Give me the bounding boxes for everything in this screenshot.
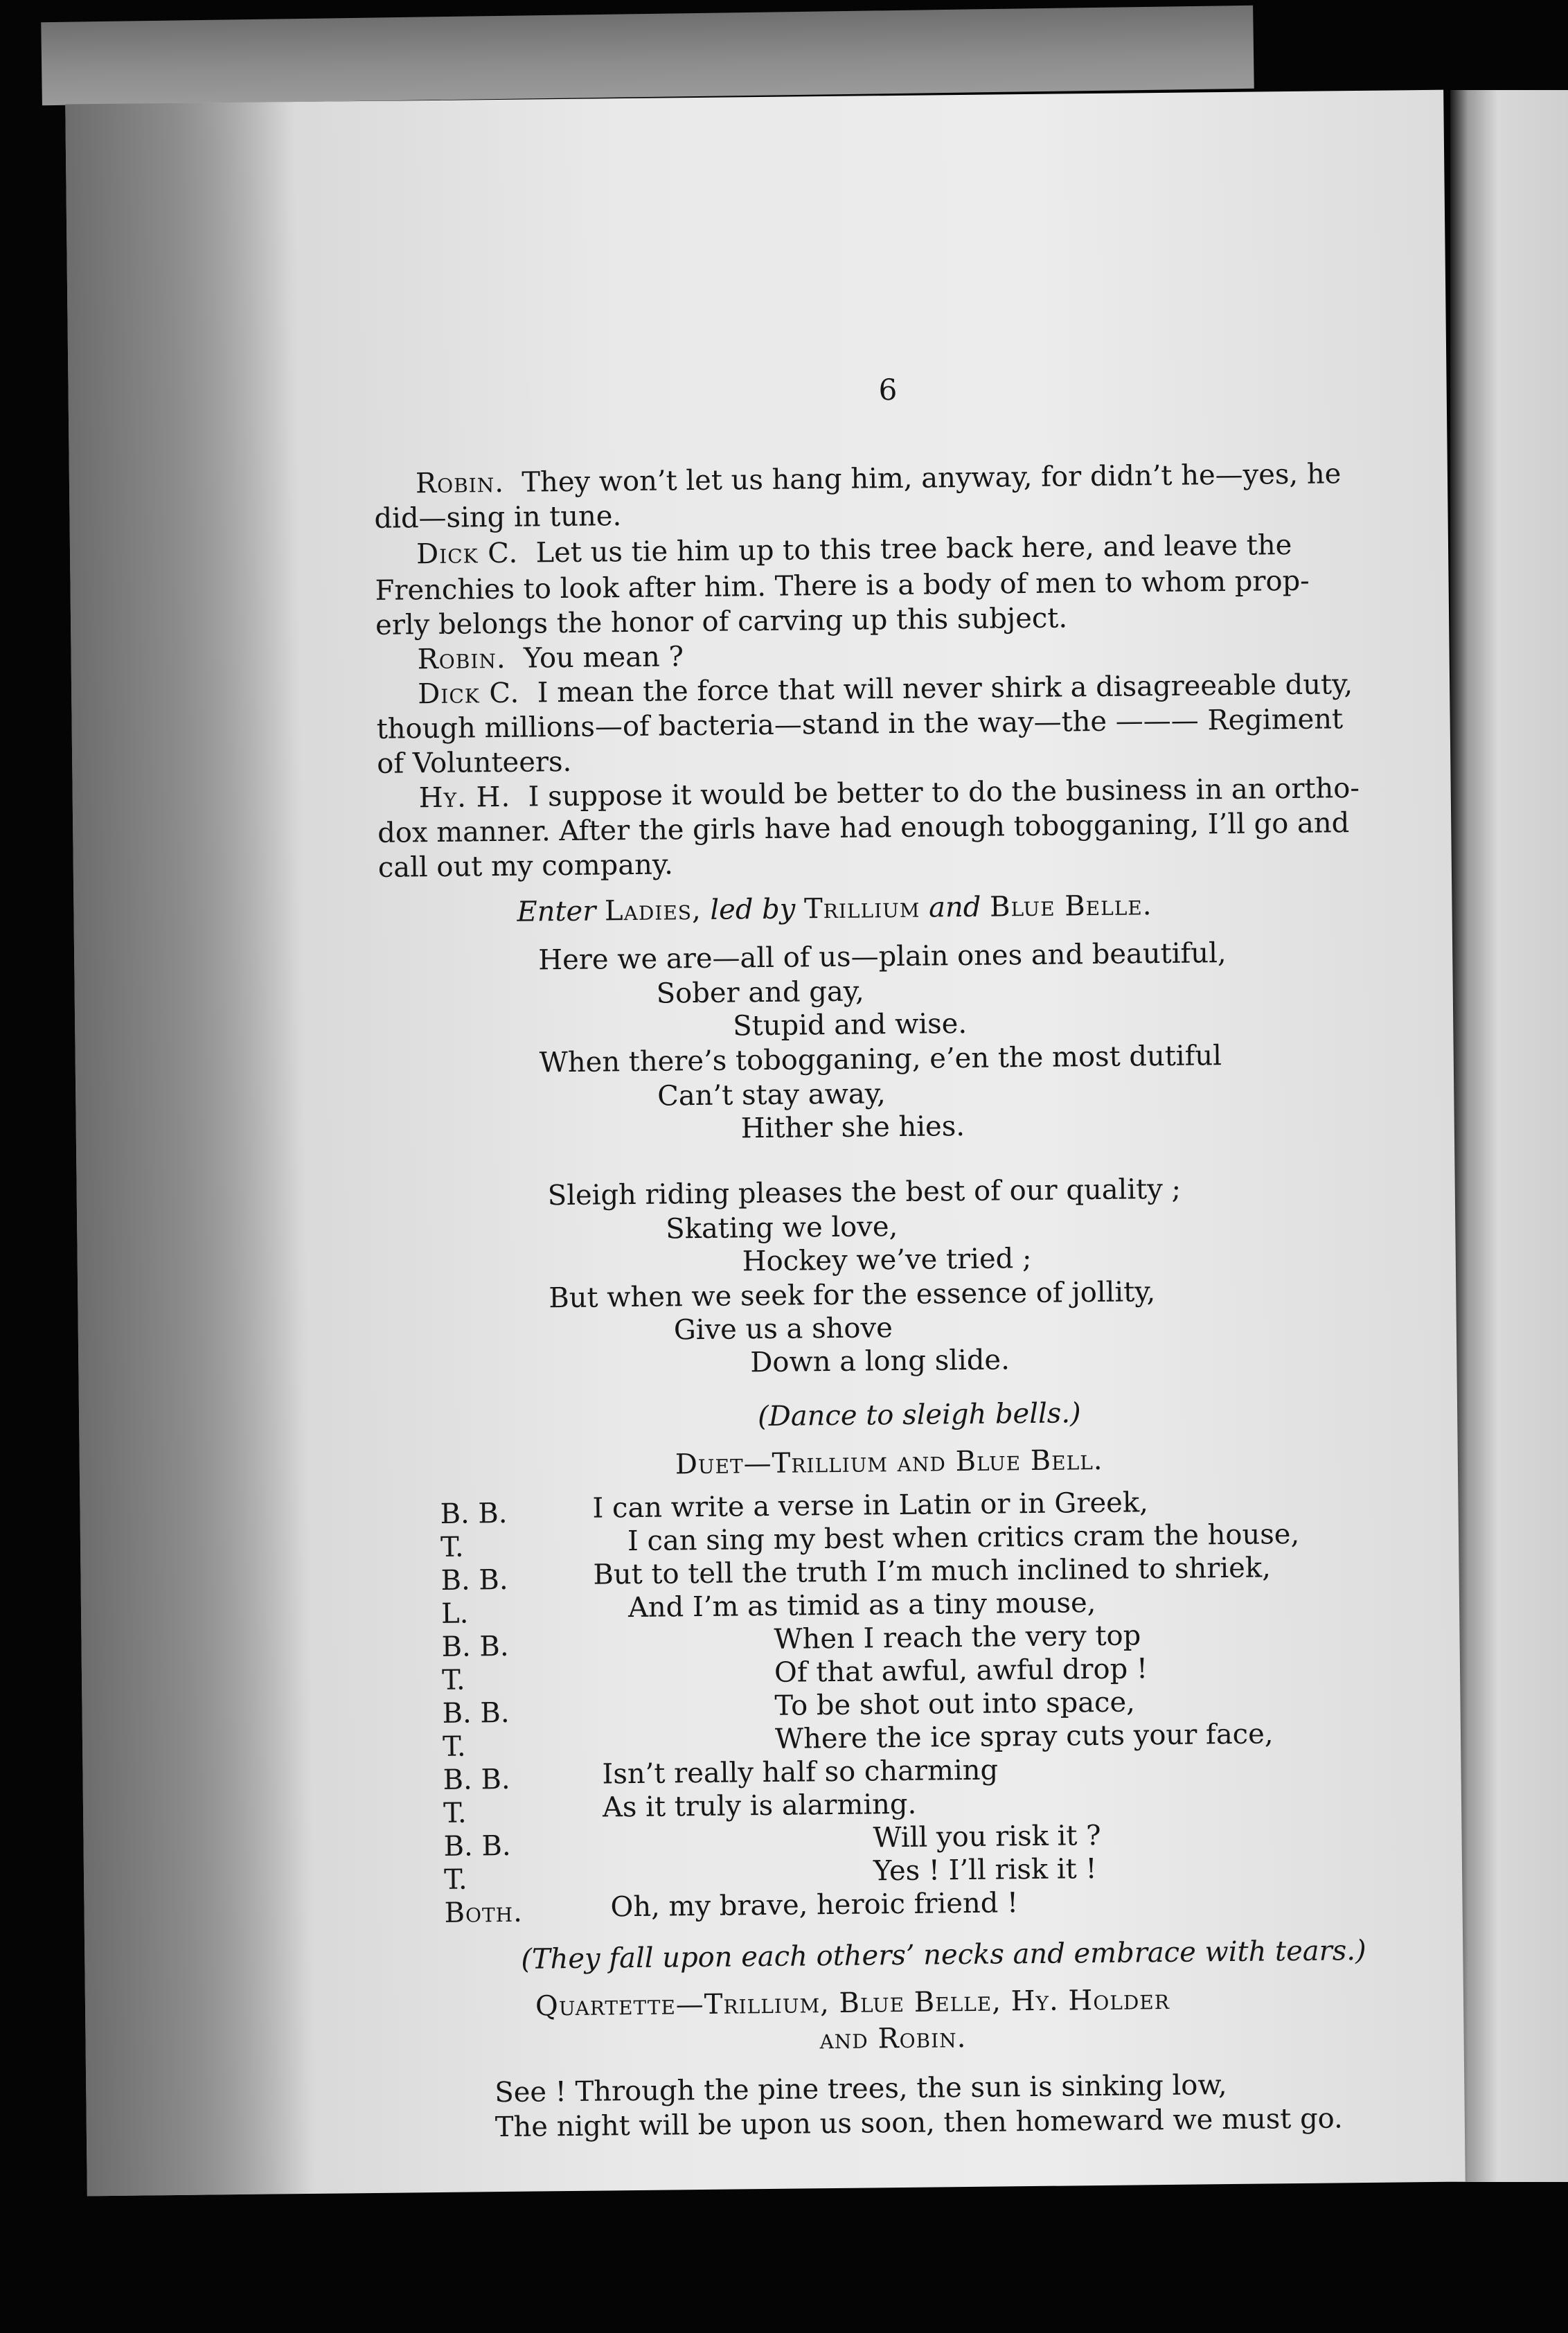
duet-speaker: B. B. <box>442 1696 510 1730</box>
duet-speaker: B. B. <box>443 1829 511 1863</box>
verse-line: Down a long slide. <box>750 1344 1010 1379</box>
duet-line: Of that awful, awful drop ! <box>774 1653 1148 1689</box>
led-by-words: led by <box>710 893 796 926</box>
duet-line: When I reach the very top <box>774 1620 1141 1656</box>
dialogue-line <box>417 641 684 675</box>
verse-line: Stupid and wise. <box>732 1007 968 1043</box>
dialogue-text: Frenchies to look after him. There is a body of men to whom prop- <box>375 565 1310 607</box>
dialogue-text: I suppose it would be better to do the business in an ortho- <box>528 772 1360 813</box>
verse-line: But when we seek for the essence of jollity, <box>549 1276 1156 1315</box>
dialogue-line <box>375 565 1310 607</box>
duet-speaker: B. B. <box>441 1630 509 1663</box>
duet-speaker: T. <box>440 1531 464 1563</box>
quartette-heading-continued: and Robin. <box>819 2022 967 2056</box>
verse-line: Sober and gay, <box>656 975 864 1010</box>
duet-speaker: B. B. <box>440 1563 508 1597</box>
dance-direction: (Dance to sleigh bells.) <box>757 1397 1081 1433</box>
duet-line: Where the ice spray cuts your face, <box>774 1718 1274 1755</box>
dialogue-text: call out my company. <box>377 849 674 884</box>
dialogue-text: You mean ? <box>523 641 684 675</box>
duet-line: But to tell the truth I’m much inclined to shriek, <box>593 1552 1272 1591</box>
dialogue-line <box>416 529 1292 570</box>
duet-speaker: Both. <box>444 1896 524 1929</box>
dialogue-text: erly belongs the honor of carving up this subject. <box>375 602 1068 641</box>
quartette-line: The night will be upon us soon, then homeward we must go. <box>495 2102 1344 2144</box>
speaker-name: Dick C. <box>417 677 520 711</box>
duet-line: Isn’t really half so charming <box>602 1754 999 1791</box>
quartette-heading: Quartette—Trillium, Blue Belle, Hy. Holder <box>535 1983 1170 2023</box>
duet-line: As it truly is alarming. <box>602 1788 917 1824</box>
blue-belle-name: Blue Belle. <box>989 889 1152 923</box>
page-number: 6 <box>878 372 898 407</box>
dialogue-text: did—sing in tune. <box>374 500 622 535</box>
verse-line: Skating we love, <box>666 1211 898 1245</box>
verse-line: Hockey we’ve tried ; <box>742 1242 1032 1278</box>
stage-direction-enter <box>517 889 1152 928</box>
enter-word: Enter <box>517 895 596 928</box>
verse-line: Sleigh riding pleases the best of our quality ; <box>547 1173 1182 1212</box>
duet-line: I can write a verse in Latin or in Greek, <box>592 1487 1149 1525</box>
duet-heading: Duet—Trillium and Blue Bell. <box>675 1444 1103 1481</box>
ladies-name: Ladies, <box>604 894 702 928</box>
duet-line: Oh, my brave, heroic friend ! <box>610 1887 1019 1924</box>
dialogue-text: Let us tie him up to this tree back here, and leave the <box>535 529 1292 569</box>
verse-line: When there’s tobogganing, e’en the most dutiful <box>539 1040 1222 1079</box>
verse-line: Give us a shove <box>673 1312 893 1347</box>
dialogue-line <box>377 746 571 780</box>
duet-line: To be shot out into space, <box>774 1686 1136 1722</box>
dialogue-text: I mean the force that will never shirk a disagreeable duty, <box>537 668 1353 709</box>
verse-line: Can’t stay away, <box>657 1078 886 1112</box>
duet-speaker: B. B. <box>440 1497 508 1530</box>
duet-speaker: L. <box>440 1597 469 1630</box>
and-word: and <box>928 891 981 924</box>
duet-speaker: B. B. <box>443 1763 510 1796</box>
adjacent-page-edge <box>1450 90 1568 2182</box>
dialogue-line <box>378 849 674 883</box>
dialogue-line <box>376 703 1343 745</box>
duet-speaker: T. <box>443 1797 467 1829</box>
duet-line: Will you risk it ? <box>873 1819 1101 1854</box>
duet-speaker: T. <box>443 1863 467 1896</box>
duet-speaker: T. <box>441 1664 465 1696</box>
duet-line: I can sing my best when critics cram the house, <box>627 1518 1300 1558</box>
dialogue-text: They won’t let us hang him, anyway, for didn’t he—yes, he <box>522 458 1342 499</box>
scanner-mount-top <box>41 6 1254 105</box>
trillium-name: Trillium <box>803 891 920 925</box>
quartette-line: See ! Through the pine trees, the sun is sinking low, <box>495 2069 1227 2109</box>
dialogue-line <box>416 458 1342 499</box>
page-content <box>373 360 1425 2144</box>
dialogue-text: though millions—of bacteria—stand in the way—the ——— Regiment <box>376 703 1344 745</box>
verse-line: Here we are—all of us—plain ones and beautiful, <box>537 937 1227 977</box>
duet-speaker: T. <box>442 1730 466 1763</box>
duet-line: And I’m as timid as a tiny mouse, <box>627 1587 1096 1624</box>
dialogue-line <box>375 602 1067 641</box>
speaker-name: Robin. <box>417 642 506 676</box>
speaker-name: Hy. H. <box>418 781 511 815</box>
dialogue-text: dox manner. After the girls have had enough tobogganing, I’ll go and <box>377 807 1350 849</box>
embrace-direction: (They fall upon each others’ necks and embrace with tears.) <box>521 1934 1366 1976</box>
speaker-name: Robin. <box>415 466 505 500</box>
dialogue-text: of Volunteers. <box>376 745 572 780</box>
dialogue-line <box>374 500 621 535</box>
speaker-name: Dick C. <box>416 537 519 571</box>
duet-line: Yes ! I’ll risk it ! <box>873 1853 1097 1888</box>
dialogue-line <box>377 807 1349 849</box>
book-page <box>65 90 1465 2197</box>
verse-line: Hither she hies. <box>740 1110 965 1145</box>
dialogue-line <box>418 668 1353 710</box>
